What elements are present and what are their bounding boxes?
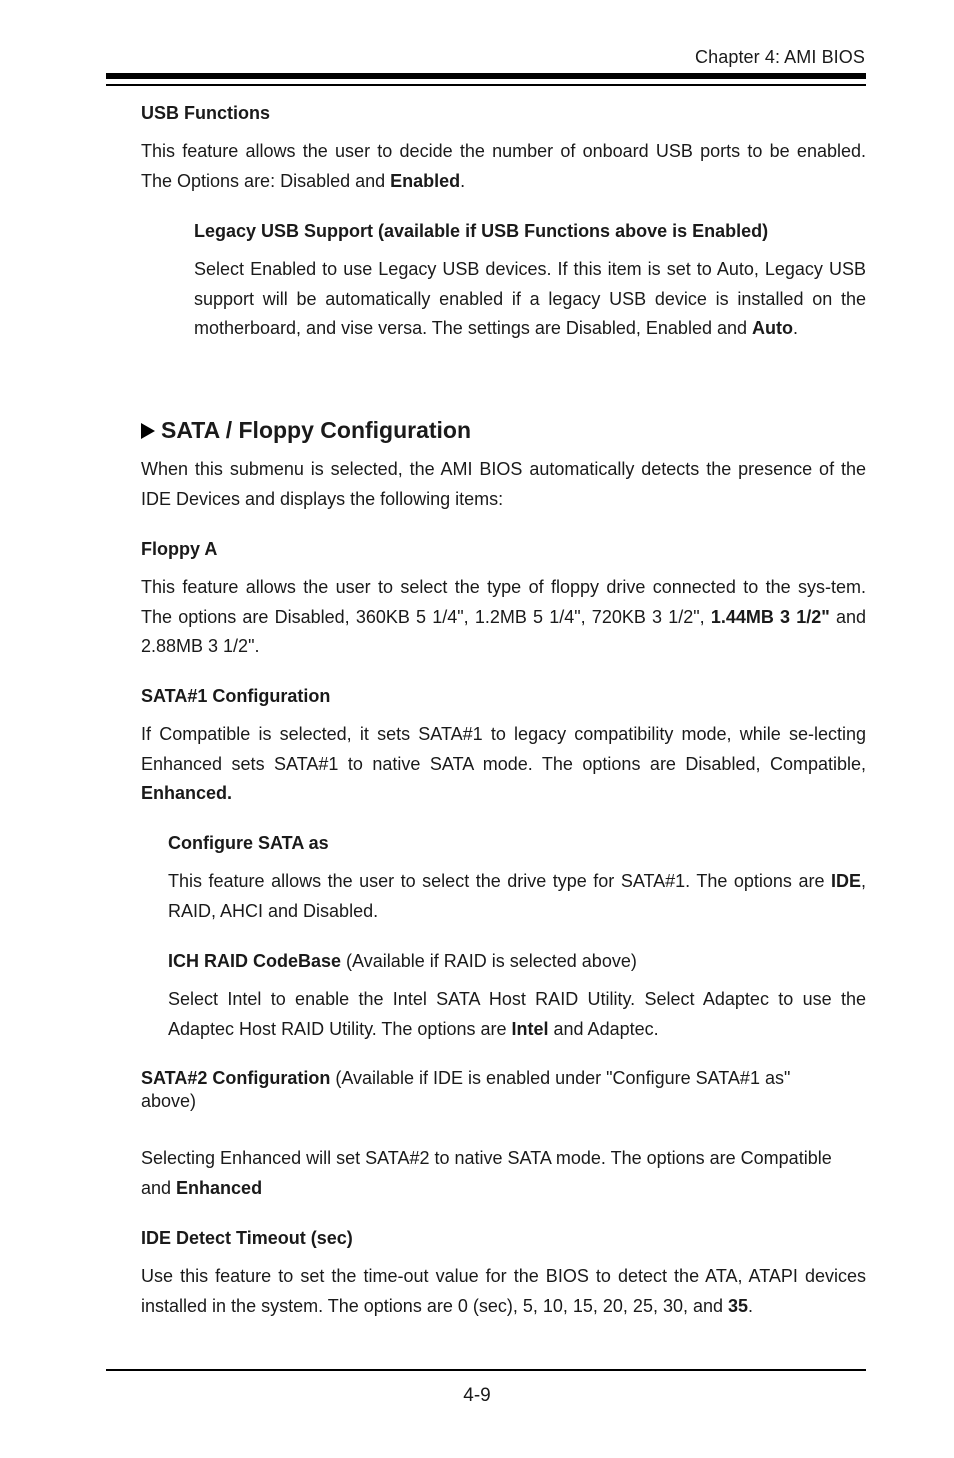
sata-floppy-section-title: SATA / Floppy Configuration xyxy=(141,416,866,444)
configure-sata-heading: Configure SATA as xyxy=(168,833,329,853)
page-number: 4-9 xyxy=(463,1385,491,1406)
sata2-heading: SATA#2 Configuration (Available if IDE is enabled under "Configure SATA#1 as" above) xyxy=(141,1068,791,1111)
sata1-body: If Compatible is selected, it sets SATA#1 to legacy compatibility mode, while se-lecting Enhanced sets SATA#1 to native SATA mode. The options are Disabled, Compatible, Enhanced. xyxy=(141,724,866,804)
footer-rule xyxy=(106,1369,866,1371)
ich-raid-heading: ICH RAID CodeBase (Available if RAID is selected above) xyxy=(168,951,637,971)
sata1-heading: SATA#1 Configuration xyxy=(141,686,331,706)
floppy-a-heading: Floppy A xyxy=(141,539,218,559)
submenu-arrow-icon xyxy=(141,423,155,439)
configure-sata-body: This feature allows the user to select the drive type for SATA#1. The options are IDE, RAID, AHCI and Disabled. xyxy=(168,871,866,921)
legacy-usb-heading: Legacy USB Support (available if USB Functions above is Enabled) xyxy=(194,221,769,241)
header-rule-thick xyxy=(106,73,866,79)
usb-functions-body: This feature allows the user to decide the number of onboard USB ports to be enabled. The Options are: Disabled and Enabled. xyxy=(141,141,866,191)
sata-floppy-intro: When this submenu is selected, the AMI BIOS automatically detects the presence of the IDE Devices and displays the following items: xyxy=(141,459,866,509)
ide-timeout-body: Use this feature to set the time-out value for the BIOS to detect the ATA, ATAPI devices installed in the system. The options are 0 (sec), 5, 10, 15, 20, 25, 30, and 35. xyxy=(141,1266,866,1316)
ide-timeout-heading: IDE Detect Timeout (sec) xyxy=(141,1228,353,1248)
ich-raid-body: Select Intel to enable the Intel SATA Host RAID Utility. Select Adaptec to use the Adaptec Host RAID Utility. The options are Intel and Adaptec. xyxy=(168,989,866,1039)
header-rule-thin xyxy=(106,84,866,86)
floppy-a-body: This feature allows the user to select the type of floppy drive connected to the sys-tem. The options are Disabled, 360KB 5 1/4", 1.2MB 5 1/4", 720KB 3 1/2", 1.44MB 3 1/2" and 2.88MB 3 1/2". xyxy=(141,577,866,657)
chapter-header: Chapter 4: AMI BIOS xyxy=(695,47,865,67)
sata2-body: Selecting Enhanced will set SATA#2 to native SATA mode. The options are Compatible and Enhanced xyxy=(141,1148,832,1198)
legacy-usb-body: Select Enabled to use Legacy USB devices. If this item is set to Auto, Legacy USB support will be automatically enabled if a legacy USB device is installed on the motherboard, and vise versa. The settings are Disabled, Enabled and Auto. xyxy=(194,259,866,339)
usb-functions-heading: USB Functions xyxy=(141,103,270,123)
